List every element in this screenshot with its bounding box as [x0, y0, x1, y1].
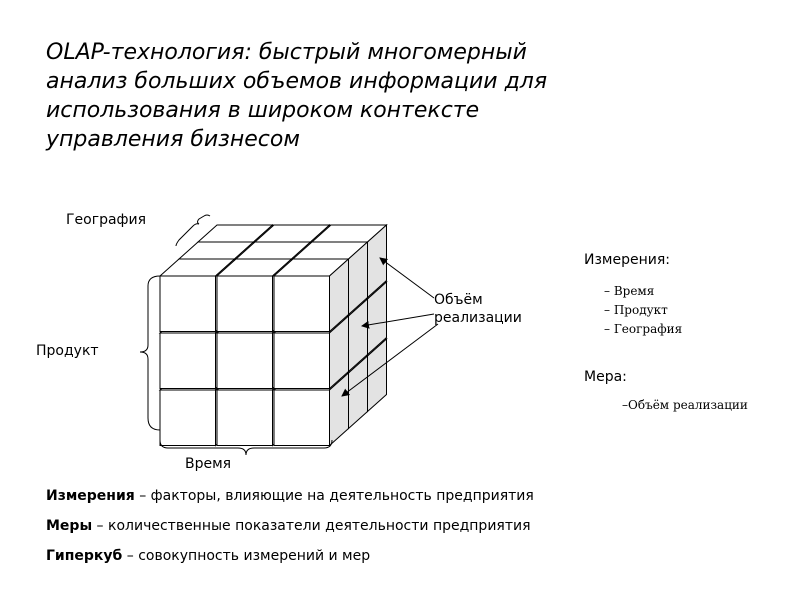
cube-cell-front — [160, 390, 216, 446]
product-label: Продукт — [36, 343, 99, 359]
cube-cell-front — [160, 276, 216, 332]
title-line-3: использования в широком контексте — [46, 98, 480, 123]
definition-hypercube — [46, 548, 370, 564]
title-line-2: анализ больших объемов информации для — [46, 69, 548, 94]
dimension-item-geography: – География — [604, 320, 682, 339]
cube-cell-front — [274, 333, 330, 389]
product-brace — [140, 276, 160, 430]
definition-term: Гиперкуб — [46, 548, 123, 564]
cube-cell-front — [217, 390, 273, 446]
dimension-item-product: – Продукт — [604, 301, 682, 320]
measure-heading: Мера: — [584, 369, 627, 385]
definition-term: Меры — [46, 518, 93, 534]
dimension-item-time: – Время — [604, 282, 682, 301]
dimensions-list — [604, 282, 682, 339]
dimensions-heading: Измерения: — [584, 252, 670, 268]
measure-heading-text: Мера — [584, 369, 623, 385]
volume-label-line-1: Объём — [434, 292, 483, 308]
measure-item: –Объём реализации — [622, 398, 748, 412]
title-line-4: управления бизнесом — [46, 127, 300, 152]
volume-label-line-2: реализации — [434, 310, 522, 326]
title-line-1: OLAP-технология: быстрый многомерный — [46, 40, 527, 65]
definition-text: – количественные показатели деятельности предприятия — [92, 518, 531, 534]
time-label: Время — [185, 456, 232, 472]
definition-measures — [46, 518, 531, 534]
cube-cell-front — [160, 333, 216, 389]
dimensions-heading-text: Измерения — [584, 252, 666, 268]
definition-term: Измерения — [46, 488, 135, 504]
arrow-top — [380, 258, 434, 298]
definition-dimensions — [46, 488, 534, 504]
cube-cells — [160, 225, 387, 446]
cube-cell-front — [217, 276, 273, 332]
cube-cell-front — [274, 390, 330, 446]
cube-cell-front — [274, 276, 330, 332]
definition-text: – совокупность измерений и мер — [122, 548, 371, 564]
cube-cell-front — [217, 333, 273, 389]
geography-label: География — [66, 212, 147, 228]
volume-label — [434, 291, 522, 327]
definition-text: – факторы, влияющие на деятельность предприятия — [134, 488, 534, 504]
